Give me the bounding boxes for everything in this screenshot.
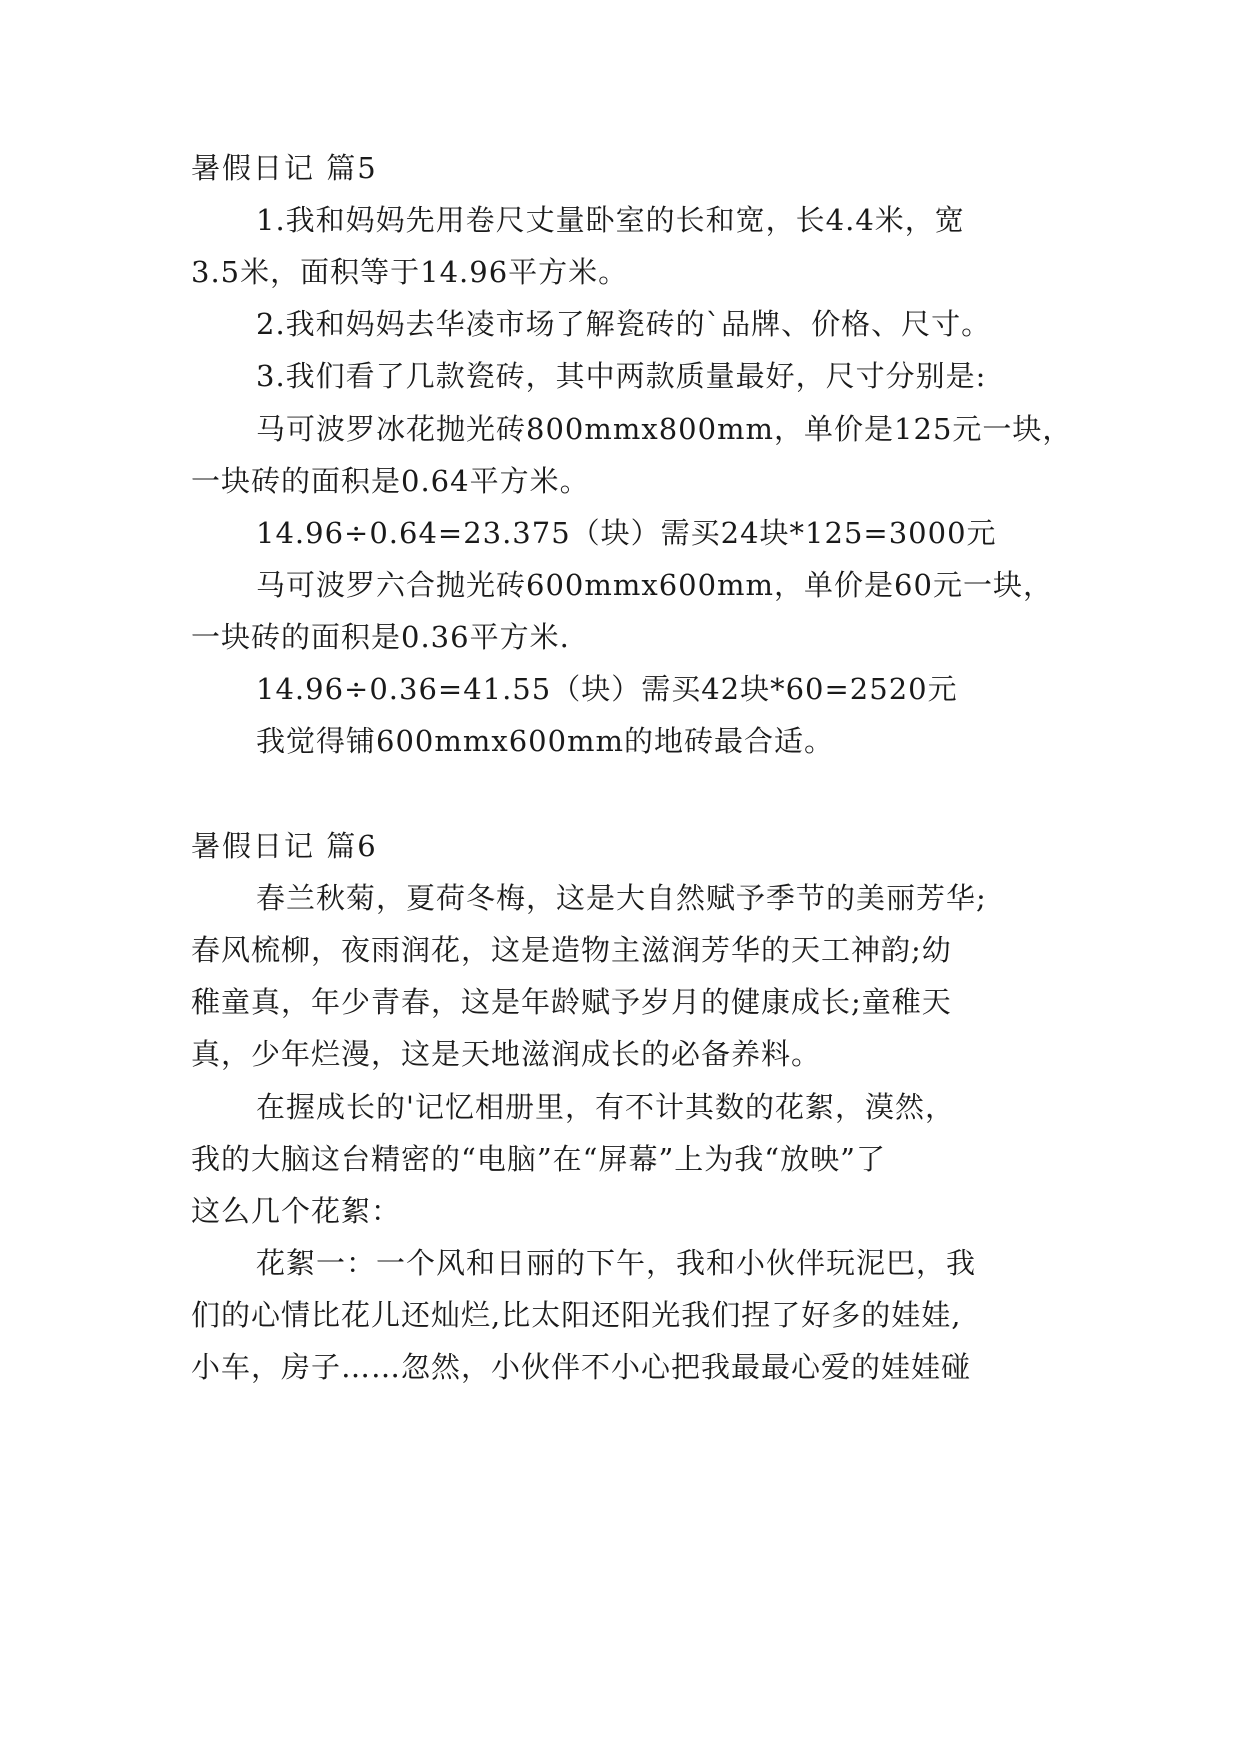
paragraph-line: 真，少年烂漫，这是天地滋润成长的必备养料。 [191, 1037, 822, 1071]
paragraph-line: 1.我和妈妈先用卷尺丈量卧室的长和宽，长4.4米，宽 [256, 203, 965, 237]
paragraph-line: 稚童真，年少青春，这是年龄赋予岁月的健康成长;童稚天 [191, 985, 952, 1019]
paragraph-line: 3.我们看了几款瓷砖，其中两款质量最好，尺寸分别是: [256, 359, 987, 393]
paragraph-line: 2.我和妈妈去华凌市场了解瓷砖的`品牌、价格、尺寸。 [256, 307, 992, 341]
paragraph-line: 小车，房子……忽然，小伙伴不小心把我最最心爱的娃娃碰 [191, 1350, 972, 1384]
section-title: 暑假日记 篇6 [191, 829, 378, 863]
paragraph-line: 春兰秋菊，夏荷冬梅，这是大自然赋予季节的美丽芳华; [256, 881, 987, 915]
paragraph-line: 这么几个花絮： [191, 1194, 402, 1228]
paragraph-line: 马可波罗冰花抛光砖800mmx800mm，单价是125元一块， [256, 412, 1073, 446]
paragraph-line: 3.5米，面积等于14.96平方米。 [191, 255, 629, 289]
paragraph-line: 在握成长的'记忆相册里，有不计其数的花絮，漠然， [256, 1090, 955, 1124]
paragraph-line: 14.96÷0.64=23.375（块）需买24块*125=3000元 [256, 516, 997, 550]
paragraph-line: 一块砖的面积是0.36平方米. [191, 620, 570, 654]
paragraph-line: 我的大脑这台精密的“电脑”在“屏幕”上为我“放映”了 [191, 1142, 886, 1176]
paragraph-line: 春风梳柳，夜雨润花，这是造物主滋润芳华的天工神韵;幼 [191, 933, 952, 967]
paragraph-line: 们的心情比花儿还灿烂,比太阳还阳光我们捏了好多的娃娃, [191, 1298, 962, 1332]
paragraph-line: 花絮一：一个风和日丽的下午，我和小伙伴玩泥巴，我 [256, 1246, 977, 1280]
paragraph-line: 14.96÷0.36=41.55（块）需买42块*60=2520元 [256, 672, 958, 706]
paragraph-line: 一块砖的面积是0.64平方米。 [191, 464, 590, 498]
paragraph-line: 马可波罗六合抛光砖600mmx600mm，单价是60元一块， [256, 568, 1053, 602]
paragraph-line: 我觉得铺600mmx600mm的地砖最合适。 [256, 724, 835, 758]
section-title: 暑假日记 篇5 [191, 151, 378, 185]
